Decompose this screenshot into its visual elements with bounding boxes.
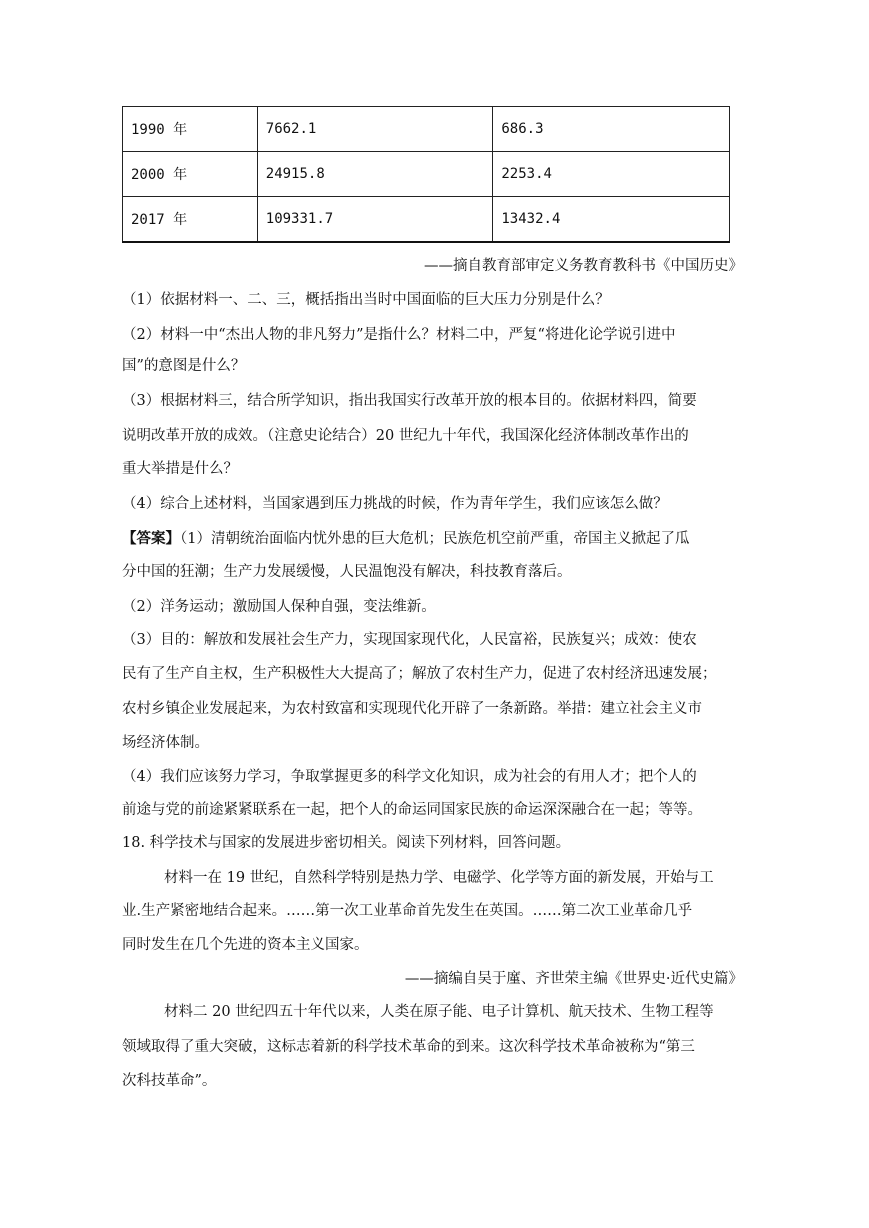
table-body xyxy=(123,107,730,242)
material-2-line-3: 次科技革命”。 xyxy=(122,1073,217,1089)
question-4: （4）综合上述材料，当国家遇到压力挑战的时候，作为青年学生，我们应该怎么做？ xyxy=(122,496,668,512)
answer-3-line-3: 农村乡镇企业发展起来，为农村致富和实现现代化开辟了一条新路。举措：建立社会主义市 xyxy=(122,701,702,717)
answer-1-text: （1）清朝统治面临内忧外患的巨大危机；民族危机空前严重，帝国主义掀起了瓜 xyxy=(180,531,690,547)
question-2-line-1: （2）材料一中“杰出人物的非凡努力”是指什么？材料二中，严复“将进化论学说引进中 xyxy=(122,327,676,343)
table-row xyxy=(123,152,730,197)
table-source-citation: ——摘自教育部审定义务教育教科书《中国历史》 xyxy=(424,258,743,274)
material-2-line-2: 领域取得了重大突破，这标志着新的科学技术革命的到来。这次科学技术革命被称为“第三 xyxy=(122,1039,695,1055)
table-cell-year: 1990 年 xyxy=(123,107,258,152)
material-1-line-2: 业.生产紧密地结合起来。……第一次工业革命首先发生在英国。……第二次工业革命几乎 xyxy=(122,903,693,919)
question-18-heading: 18. 科学技术与国家的发展进步密切相关。阅读下列材料，回答问题。 xyxy=(122,835,571,851)
table-cell-value: 24915.8 xyxy=(257,152,493,197)
table-row xyxy=(123,197,730,242)
answer-4-line-1: （4）我们应该努力学习，争取掌握更多的科学文化知识，成为社会的有用人才；把个人的 xyxy=(122,769,697,785)
table-cell-year: 2017 年 xyxy=(123,197,258,242)
material-2-line-1: 材料二 20 世纪四五十年代以来，人类在原子能、电子计算机、航天技术、生物工程等 xyxy=(164,1004,714,1020)
answer-2: （2）洋务运动；激励国人保种自强，变法维新。 xyxy=(122,599,436,615)
table-cell-value: 13432.4 xyxy=(493,197,730,242)
answer-3-line-4: 场经济体制。 xyxy=(122,735,209,751)
question-2-line-2: 国”的意图是什么？ xyxy=(122,358,246,374)
question-3-line-1: （3）根据材料三，结合所学知识，指出我国实行改革开放的根本目的。依据材料四，简要 xyxy=(122,393,697,409)
table-cell-year: 2000 年 xyxy=(123,152,258,197)
question-1: （1）依据材料一、二、三，概括指出当时中国面临的巨大压力分别是什么？ xyxy=(122,292,610,308)
table-cell-value: 7662.1 xyxy=(257,107,493,152)
table-row xyxy=(123,107,730,152)
statistics-table xyxy=(122,106,730,243)
answer-label: 【答案】 xyxy=(122,530,180,547)
material-1-line-3: 同时发生在几个先进的资本主义国家。 xyxy=(122,937,369,953)
material-1-source-citation: ——摘编自吴于廑、齐世荣主编《世界史·近代史篇》 xyxy=(404,971,743,987)
question-3-line-2: 说明改革开放的成效。（注意史论结合）20 世纪九十年代，我国深化经济体制改革作出的 xyxy=(122,428,689,444)
answer-1-line-1 xyxy=(122,527,689,548)
answer-3-line-2: 民有了生产自主权，生产积极性大大提高了；解放了农村生产力，促进了农村经济迅速发展； xyxy=(122,666,717,682)
answer-3-line-1: （3）目的：解放和发展社会生产力，实现国家现代化，人民富裕，民族复兴；成效：使农 xyxy=(122,632,697,648)
material-1-line-1: 材料一在 19 世纪，自然科学特别是热力学、电磁学、化学等方面的新发展，开始与工 xyxy=(164,870,714,886)
table-cell-value: 686.3 xyxy=(493,107,730,152)
table-cell-value: 2253.4 xyxy=(493,152,730,197)
question-3-line-3: 重大举措是什么？ xyxy=(122,461,238,477)
answer-1-line-2: 分中国的狂潮；生产力发展缓慢，人民温饱没有解决，科技教育落后。 xyxy=(122,564,572,580)
table-cell-value: 109331.7 xyxy=(257,197,493,242)
answer-4-line-2: 前途与党的前途紧紧联系在一起，把个人的命运同国家民族的命运深深融合在一起；等等。 xyxy=(122,802,702,818)
